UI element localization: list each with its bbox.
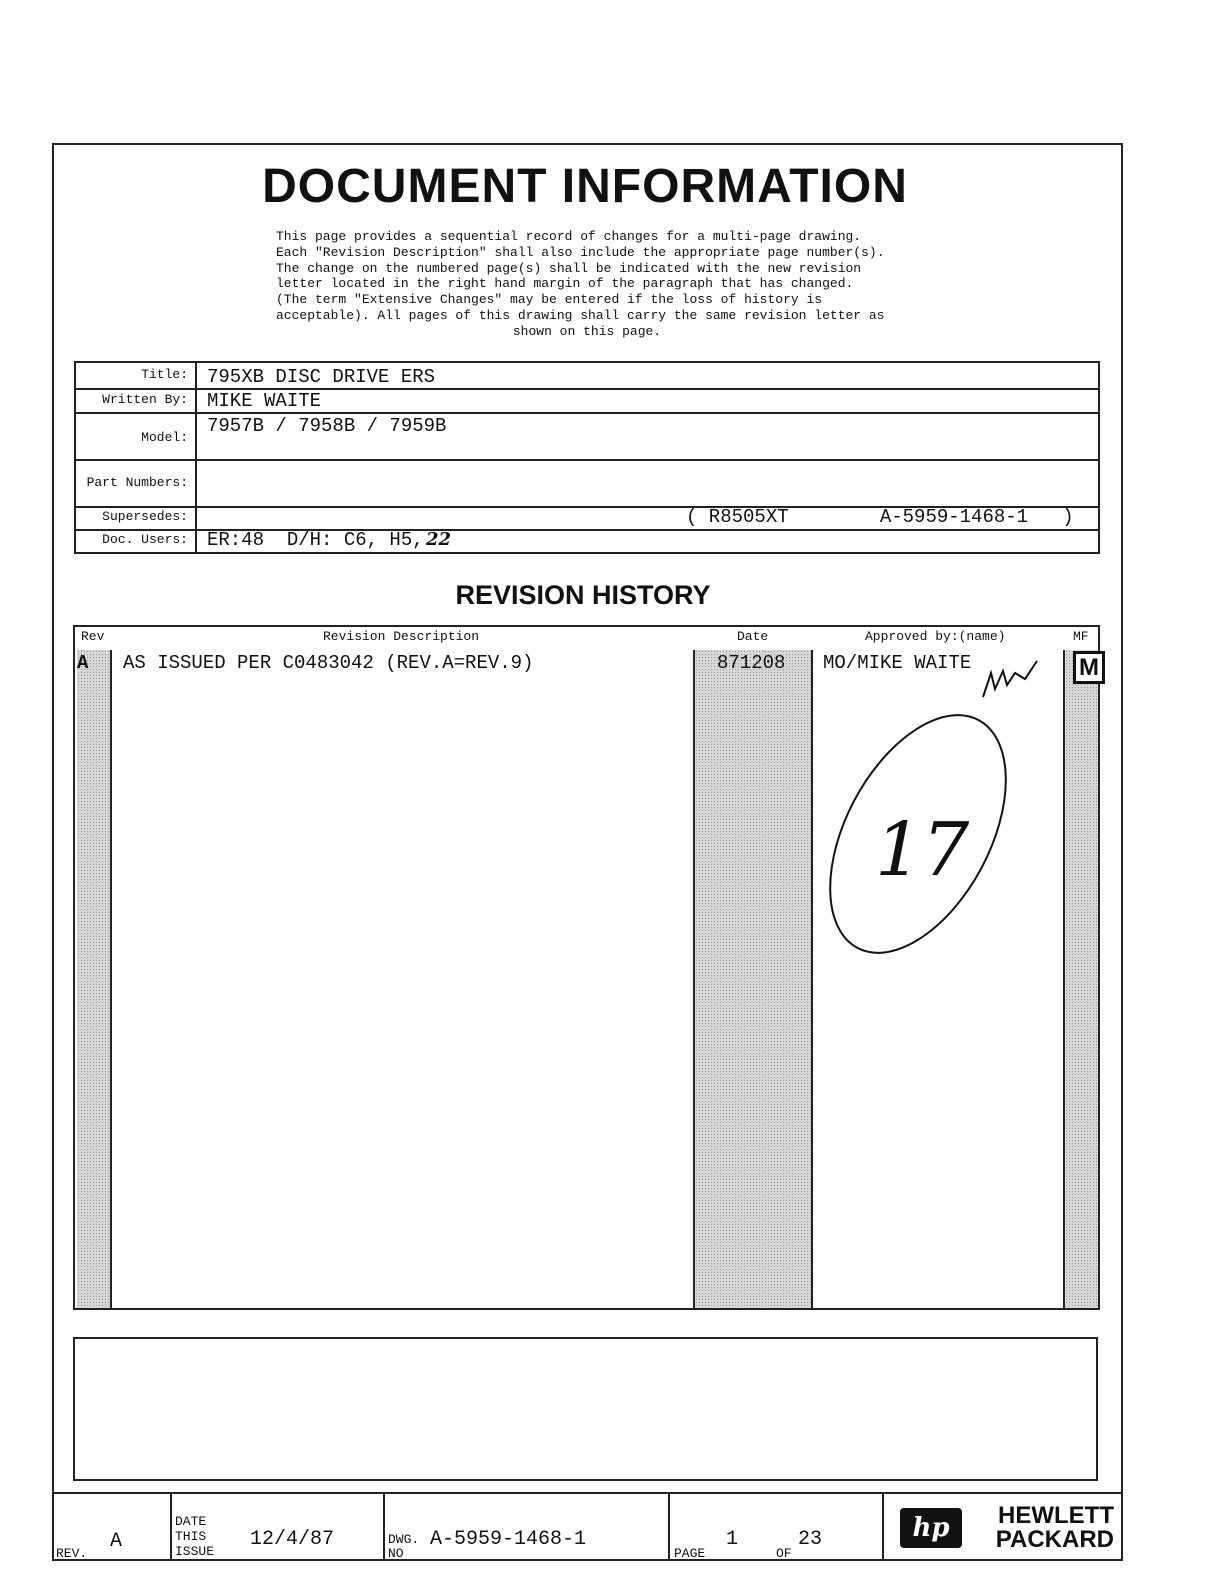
brand-line-1: HEWLETT (998, 1502, 1114, 1529)
footer-divider (882, 1494, 884, 1561)
info-row-model (76, 412, 1098, 461)
part-numbers-label: Part Numbers: (86, 475, 188, 490)
dwg-label-1: DWG. (388, 1532, 420, 1547)
dwg-label-2: NO (388, 1546, 404, 1561)
title-block-footer (52, 1492, 1123, 1561)
date-column-header: Date (737, 629, 769, 644)
doc-users-value: ER:48 D/H: C6, H5, (207, 529, 424, 551)
intro-line: Each "Revision Description" shall also include the appropriate page number(s). (276, 244, 885, 260)
info-row-part-numbers (76, 459, 1098, 508)
intro-line: (The term "Extensive Changes" may be entered if the loss of history is (276, 292, 823, 308)
intro-line: This page provides a sequential record of changes for a multi-page drawing. (276, 229, 862, 244)
approved-column-header: Approved by:(name) (865, 629, 1006, 644)
date-label-3: ISSUE (175, 1544, 215, 1559)
revision-row-rev: A (77, 652, 89, 674)
revision-row-description: AS ISSUED PER C0483042 (REV.A=REV.9) (123, 652, 534, 674)
intro-line: letter located in the right hand margin of the paragraph that has changed. (276, 276, 854, 292)
circled-note-text: 17 (875, 807, 970, 893)
revision-row-date: 871208 (717, 652, 786, 674)
info-row-supersedes (76, 506, 1098, 531)
footer-divider (383, 1494, 385, 1561)
model-label: Model: (141, 430, 188, 445)
date-value: 12/4/87 (250, 1528, 335, 1551)
initials-scribble-icon (983, 661, 1037, 697)
written-by-value: MIKE WAITE (207, 390, 322, 412)
doc-users-handwritten: 22 (426, 529, 452, 550)
date-label-1: DATE (175, 1514, 207, 1529)
document-info-table (74, 361, 1100, 554)
intro-paragraph (276, 229, 898, 340)
written-by-label: Written By: (102, 392, 188, 407)
supersedes-label: Supersedes: (102, 509, 188, 524)
footer-divider (668, 1494, 670, 1561)
info-row-title (76, 363, 1098, 390)
info-row-written-by (76, 388, 1098, 414)
brand-line-2: PACKARD (995, 1526, 1114, 1553)
supersedes-value: ( R8505XT A-5959-1468-1 ) (686, 506, 1074, 528)
dwg-value: A-5959-1468-1 (430, 1528, 587, 1551)
of-value: 23 (798, 1528, 823, 1551)
rev-value: A (110, 1530, 123, 1553)
info-row-doc-users (76, 529, 1098, 554)
intro-line: The change on the numbered page(s) shall be indicated with the new revision (276, 260, 862, 276)
of-label: OF (776, 1546, 792, 1561)
revision-history-heading: REVISION HISTORY (455, 580, 711, 610)
rev-label: REV. (56, 1546, 88, 1561)
handwritten-annotations (75, 627, 1099, 1307)
doc-users-label: Doc. Users: (102, 532, 188, 547)
revision-row-mf-stamp: M (1073, 651, 1105, 684)
hp-logo-icon: hp (900, 1508, 962, 1548)
page-title: DOCUMENT INFORMATION (262, 160, 908, 213)
brand-name (974, 1504, 1114, 1552)
footer-divider (170, 1494, 172, 1561)
date-label-2: THIS (175, 1529, 207, 1544)
description-column-header: Revision Description (323, 629, 480, 644)
title-value: 795XB DISC DRIVE ERS (207, 366, 436, 388)
page-label: PAGE (674, 1546, 706, 1561)
mf-column-header: MF (1073, 629, 1089, 644)
model-value: 7957B / 7958B / 7959B (207, 415, 447, 437)
rev-column-header: Rev (81, 629, 105, 644)
revision-history-table (73, 625, 1100, 1310)
intro-line: shown on this page. (512, 323, 662, 339)
intro-line: acceptable). All pages of this drawing shall carry the same revision letter as (276, 307, 885, 323)
page-value: 1 (726, 1528, 739, 1551)
title-label: Title: (141, 367, 188, 382)
notes-box (73, 1337, 1098, 1481)
revision-row-approved: MO/MIKE WAITE (823, 652, 972, 674)
